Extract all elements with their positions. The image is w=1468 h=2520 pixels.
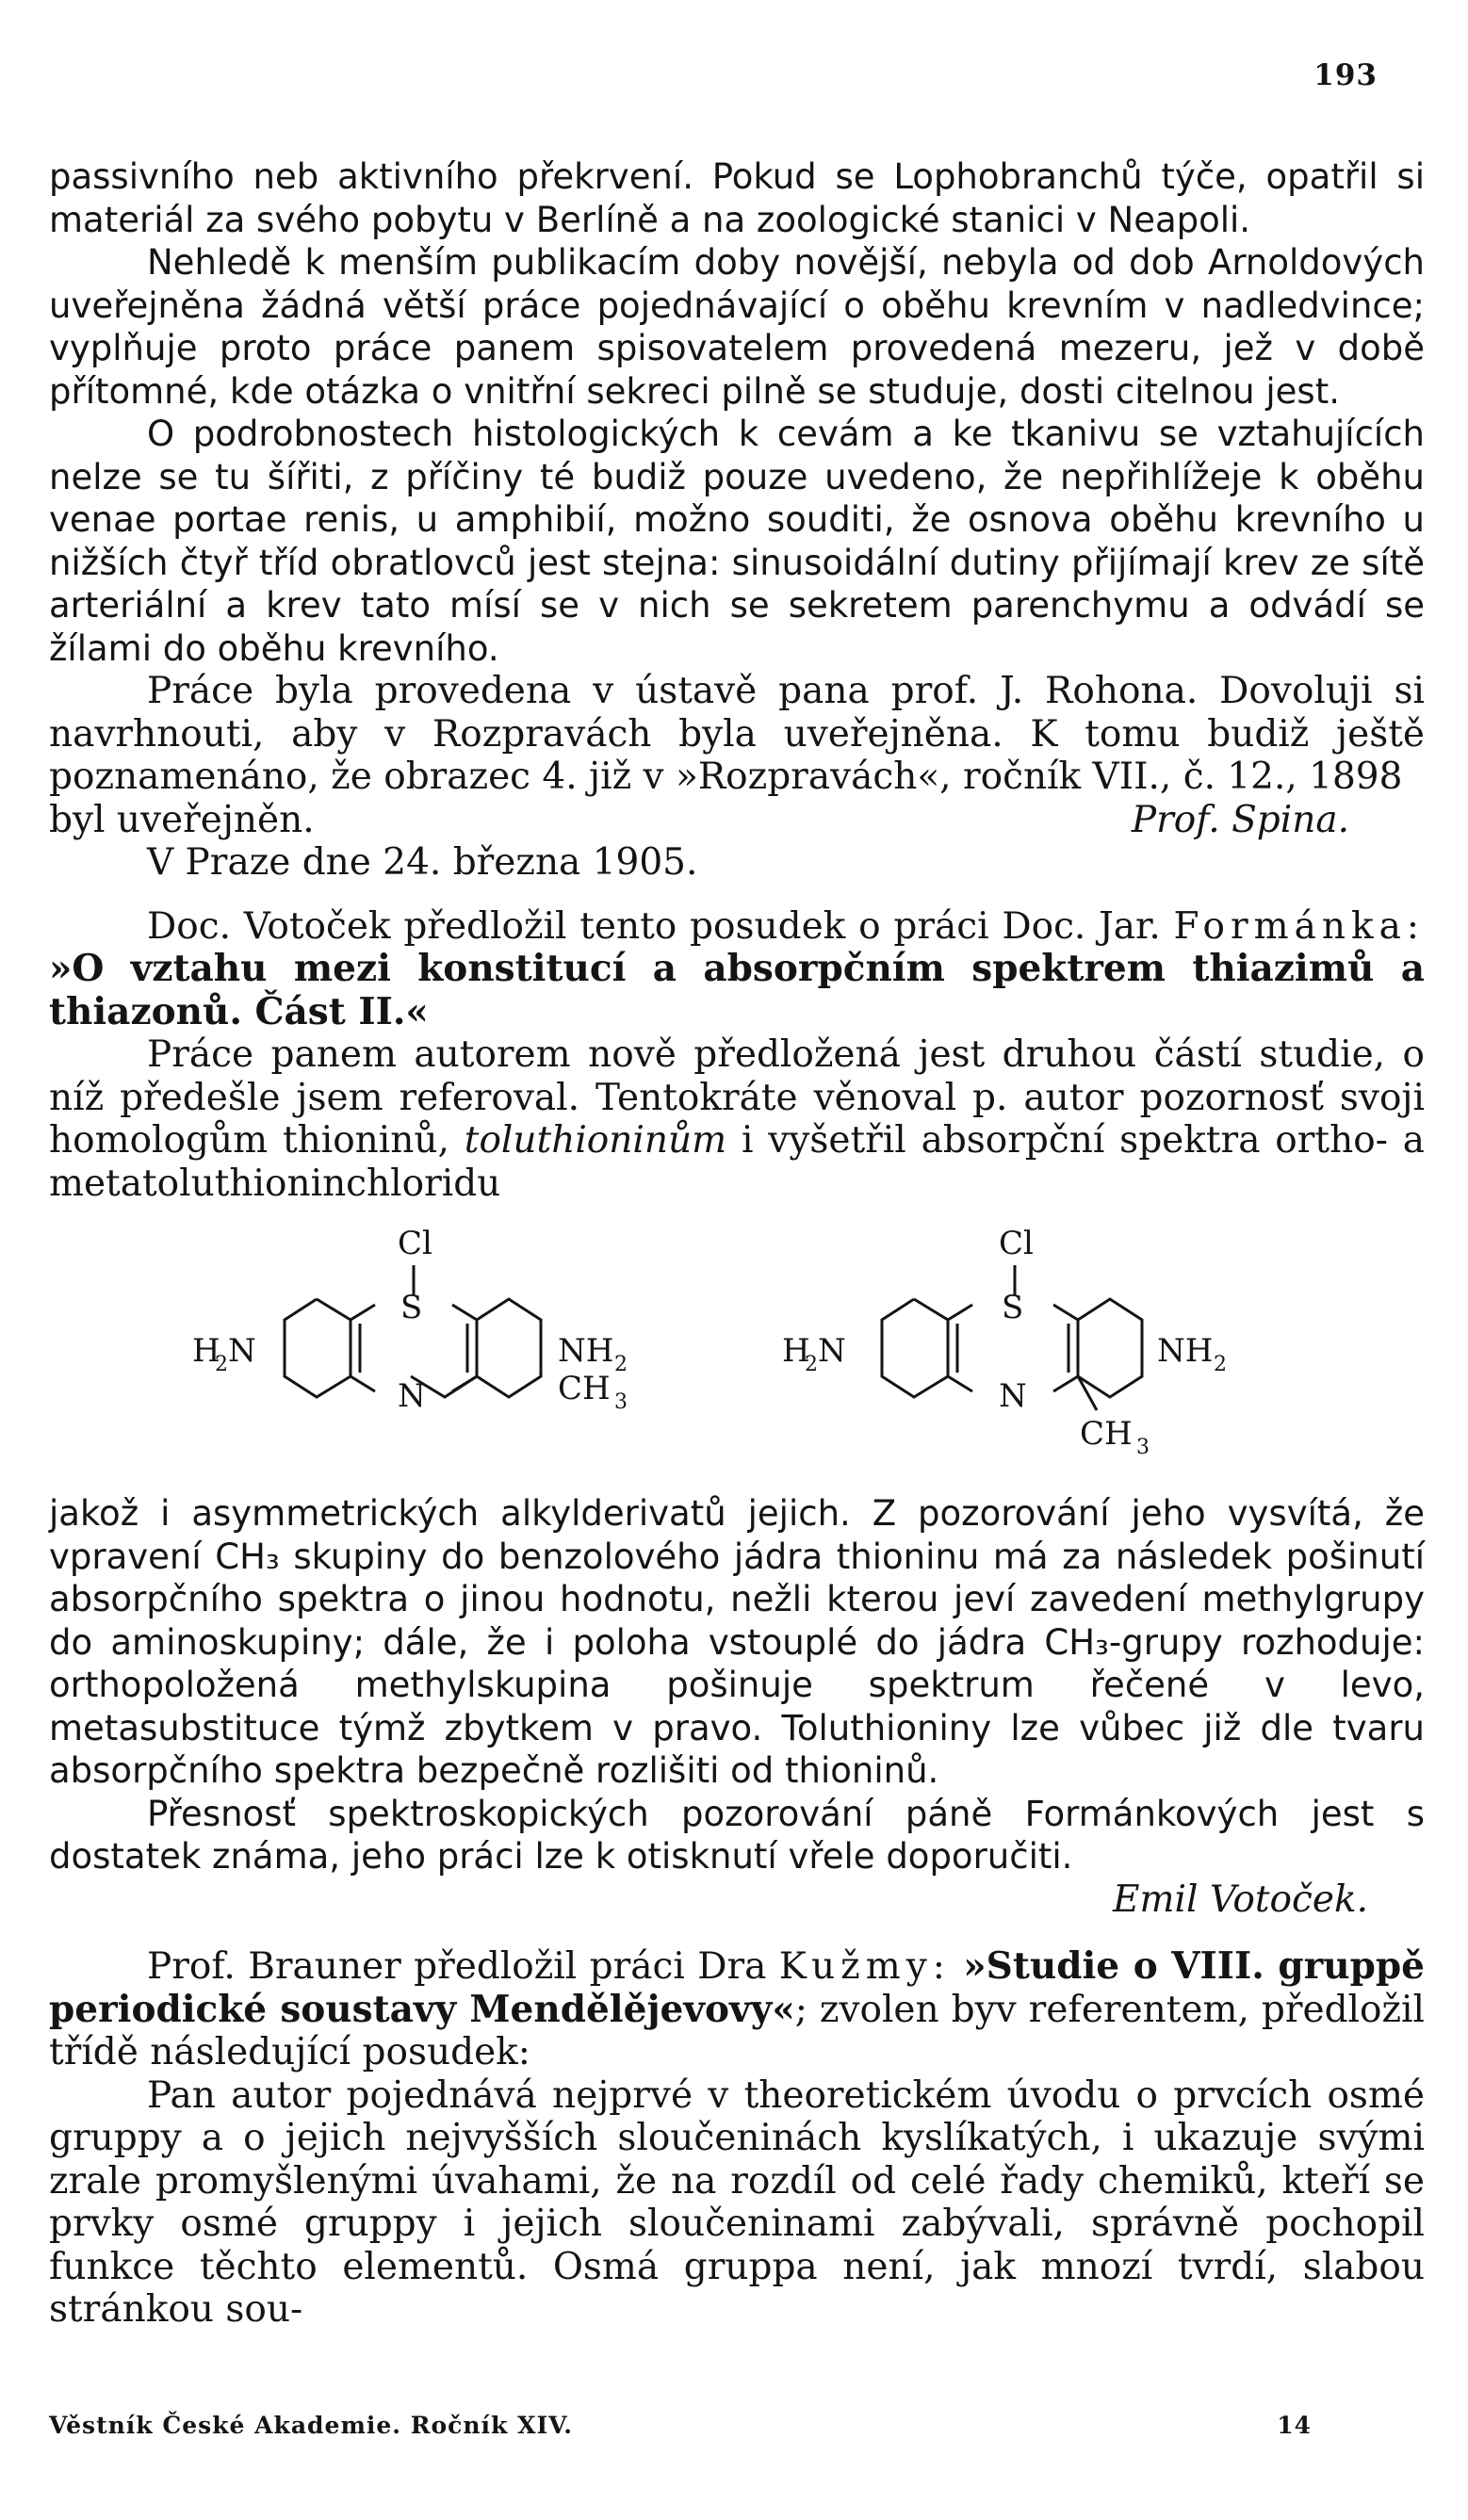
amine-left-n: N [228, 1332, 256, 1370]
nitrogen-right: N [999, 1377, 1027, 1415]
paragraph-5-intro: Doc. Votoček předložil tento posudek o práci Doc. Jar. [147, 904, 1161, 948]
sulfur-left: S [400, 1289, 423, 1326]
sheet-number: 14 [1277, 2412, 1312, 2439]
paragraph-4-end [49, 799, 1425, 842]
methyl-right-ch: CH [1080, 1415, 1133, 1453]
nh2-left-sub: 2 [614, 1353, 628, 1376]
nh2-right-sub: 2 [1214, 1353, 1227, 1376]
paragraph-9-end: ; zvolen byv referentem, předložil třídě následující posudek: [49, 1988, 1425, 2073]
footer [49, 2412, 1425, 2439]
paragraph-6-start: Práce panem autorem nově předložená jest druhou částí studie, o níž předešle jsem referoval. Tentokráte věnoval p. autor pozornosť svoji homologům thioninů, [49, 1033, 1425, 1162]
paragraph-4-last-line: byl uveřejněn. [49, 798, 315, 841]
amine-left-h: H [192, 1332, 220, 1370]
page-number: 193 [1313, 58, 1378, 92]
paragraph-5 [49, 905, 1425, 1034]
amine-left-sub: 2 [215, 1353, 228, 1376]
paragraph-1: passivního neb aktivního překrvení. Pokud se Lophobranchů týče, opatřil si materiál za svého pobytu v Berlíně a na zoologické stanici v Neapoli. [49, 156, 1425, 240]
author-name-formanek: Formánka: [1173, 904, 1425, 948]
paragraph-4: Práce byla provedena v ústavě pana prof. J. Rohona. Dovoluji si navrhnouti, aby v Rozpravách byla uveřejněna. K tomu budiž ještě poznamenáno, že obrazec 4. již v »Rozpravách«, ročník VII., č. 12., 1898 [49, 670, 1425, 798]
structural-formula [49, 1211, 1425, 1488]
paper-title-kuzma: »Studie o VIII. gruppě periodické soustavy Mendělějevovy« [49, 1944, 1425, 2031]
chlorine-left: Cl [398, 1225, 432, 1262]
paragraph-2: Nehledě k menším publikacím doby novější, nebyla od dob Arnoldových uveřejněna žádná větší práce pojednávající o oběhu krevním v nadledvince; vyplňuje proto práce panem spisovatelem provedená mezeru, jež v době přítomné, kde otázka o vnitřní sekreci pilně se studuje, dosti citelnou jest. [49, 242, 1425, 412]
nh2-left-nh: NH [558, 1332, 614, 1370]
paragraph-7: jakož i asymmetrických alkylderivatů jejich. Z pozorování jeho vysvítá, že vpravení CH₃ skupiny do benzolového jádra thioninu má za následek pošinutí absorpčního spektra o jinou hodnotu, nežli kterou jeví zavedení methylgrupy do aminoskupiny; dále, že i poloha vstouplé do jádra CH₃-grupy rozhoduje: orthopoložená methylskupina pošinuje spektrum řečené v levo, metasubstituce týmž zbytkem v pravo. Toluthioniny lze vůbec již dle tvaru absorpčního spektra bezpečně rozlišiti od thioninů. [49, 1493, 1425, 1791]
nitrogen-left: N [398, 1377, 426, 1415]
amine-right-n: N [818, 1332, 846, 1370]
paragraph-9 [49, 1945, 1425, 2074]
amine-right-sub: 2 [805, 1353, 818, 1376]
signature-spina: Prof. Spina. [1131, 798, 1349, 841]
paragraph-3: O podrobnostech histologických k cevám a ke tkanivu se vztahujících nelze se tu šířiti, z příčiny té budiž pouze uvedeno, že nepřihlížeje k oběhu venae portae renis, u amphibií, možno souditi, že osnova oběhu krevního u nižších čtyř tříd obratlovců jest stejna: sinusoidální dutiny přijímají krev ze sítě arteriální a krev tato mísí se v nich se sekretem parenchymu a odvádí se žílami do oběhu krevního. [49, 414, 1425, 669]
journal-title: Věstník České Akademie. Ročník XIV. [49, 2412, 573, 2439]
paragraph-6-end: i vyšetřil absorpční spektra ortho- a metatoluthioninchloridu [49, 1119, 1425, 1205]
paper-title-formanek: »O vztahu mezi konstitucí a absorpčním spektrem thiazimů a thiazonů. Část II.« [49, 947, 1425, 1033]
sulfur-right: S [1002, 1289, 1024, 1326]
paragraph-8: Přesnosť spektroskopických pozorování páně Formánkových jest s dostatek známa, jeho práci lze k otisknutí vřele doporučiti. [49, 1793, 1425, 1877]
author-name-kuzma: Kužmy: [778, 1945, 951, 1988]
methyl-right-sub: 3 [1136, 1436, 1150, 1459]
amine-right-h: H [782, 1332, 810, 1370]
paragraph-6 [49, 1033, 1425, 1205]
body-text [49, 155, 1425, 2332]
methyl-left-sub: 3 [614, 1390, 628, 1414]
signature-votocek: Emil Votoček. [1113, 1878, 1368, 1921]
toluthionin-term: toluthioninům [464, 1119, 727, 1162]
date-line: V Praze dne 24. března 1905. [147, 841, 698, 884]
paragraph-9-start: Prof. Brauner předložil práci Dra [147, 1945, 767, 1988]
methyl-left-ch: CH [558, 1370, 611, 1407]
paragraph-10: Pan autor pojednává nejprvé v theoretickém úvodu o prvcích osmé gruppy a o jejich nejvyšších sloučeninách kyslíkatých, i ukazuje svými zrale promyšlenými úvahami, že na rozdíl od celé řady chemiků, kteří se prvky osmé gruppy i jejich sloučeninami zabývali, správně pochopil funkce těchto elementů. Osmá gruppa není, jak mnozí tvrdí, slabou stránkou sou- [49, 2073, 1425, 2331]
chlorine-right: Cl [999, 1225, 1034, 1262]
nh2-right-nh: NH [1157, 1332, 1214, 1370]
